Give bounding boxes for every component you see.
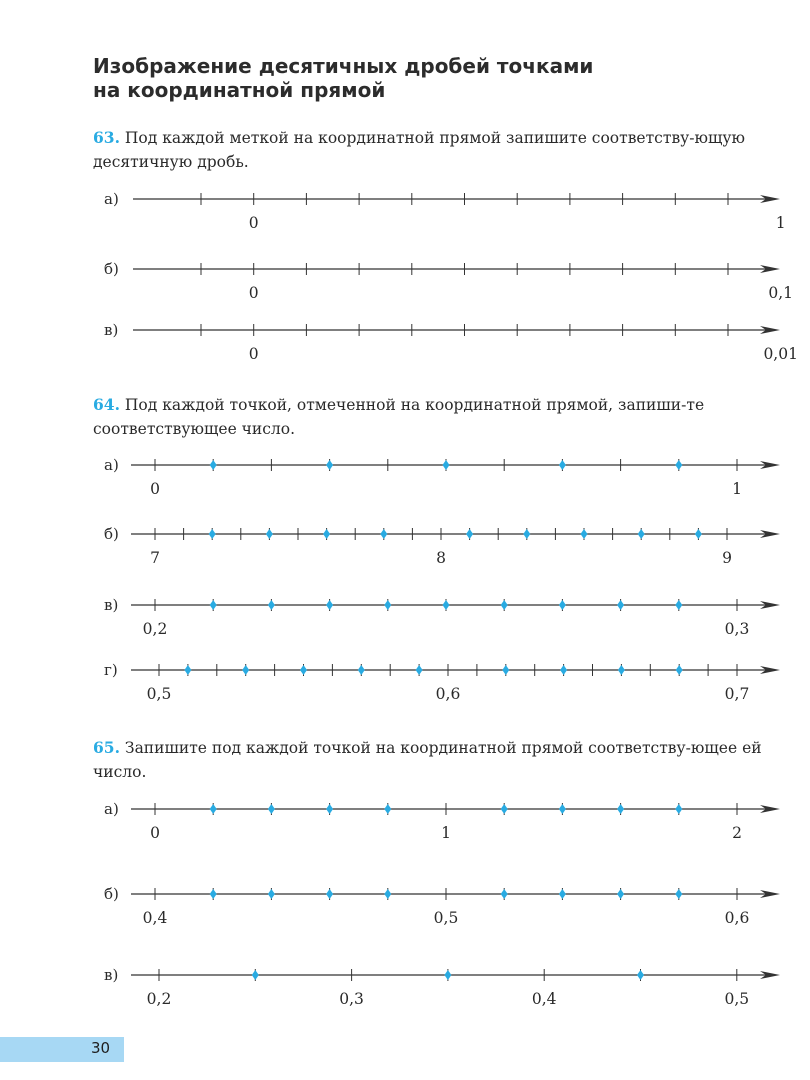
line-part-label: в) (104, 596, 119, 614)
marked-point (326, 460, 333, 470)
line-part-label: а) (104, 190, 119, 208)
marked-point (266, 529, 273, 539)
tick-label: 0 (248, 214, 259, 232)
marked-point (384, 889, 391, 899)
marked-point (637, 970, 644, 980)
marked-point (443, 600, 450, 610)
task-text: Запишите под каждой точкой на координатной прямой соответству-ющее ей число. (93, 739, 762, 781)
line-part-label: б) (104, 260, 119, 278)
marked-point (559, 889, 566, 899)
marked-point (210, 460, 217, 470)
tick-label: 0 (150, 824, 160, 842)
line-part-label: в) (104, 966, 119, 984)
marked-point (443, 460, 450, 470)
marked-point (676, 665, 683, 675)
line-part-label: б) (104, 885, 119, 903)
marked-point (444, 970, 451, 980)
marked-point (675, 889, 682, 899)
marked-point (617, 889, 624, 899)
line-part-label: в) (104, 321, 119, 339)
line-part-label: б) (104, 525, 119, 543)
line-part-label: г) (104, 661, 118, 679)
marked-point (323, 529, 330, 539)
marked-point (210, 889, 217, 899)
tick-label: 0,01 (763, 345, 798, 363)
task-number: 64. (93, 395, 120, 414)
marked-point (675, 460, 682, 470)
marked-point (384, 804, 391, 814)
tick-label: 0,5 (724, 990, 750, 1008)
tick-label: 0 (248, 345, 259, 363)
marked-point (617, 600, 624, 610)
marked-point (675, 804, 682, 814)
line-part-label: а) (104, 456, 119, 474)
marked-point (300, 665, 307, 675)
heading-line-2: на координатной прямой (93, 78, 386, 102)
marked-point (326, 889, 333, 899)
marked-point (559, 804, 566, 814)
marked-point (209, 529, 216, 539)
tick-label: 1 (775, 214, 786, 232)
task-text: Под каждой точкой, отмеченной на координатной прямой, запиши-те соответствующее число. (93, 396, 705, 438)
tick-label: 0 (150, 480, 160, 498)
marked-point (210, 804, 217, 814)
tick-label: 0,7 (724, 685, 750, 703)
marked-point (523, 529, 530, 539)
marked-point (210, 600, 217, 610)
marked-point (695, 529, 702, 539)
marked-point (618, 665, 625, 675)
task-text: Под каждой меткой на координатной прямой запишите соответству-ющую десятичную дробь. (93, 129, 746, 171)
heading-line-1: Изображение десятичных дробей точками (93, 54, 594, 78)
marked-point (268, 889, 275, 899)
marked-point (242, 665, 249, 675)
marked-point (326, 804, 333, 814)
marked-point (268, 804, 275, 814)
marked-point (502, 665, 509, 675)
marked-point (559, 460, 566, 470)
marked-point (384, 600, 391, 610)
tick-label: 7 (150, 549, 160, 567)
marked-point (617, 804, 624, 814)
tick-label: 0,4 (531, 990, 557, 1008)
tick-label: 0,6 (724, 909, 750, 927)
tick-label: 0,2 (142, 620, 168, 638)
tick-label: 0,5 (433, 909, 459, 927)
tick-label: 2 (732, 824, 742, 842)
tick-label: 0 (248, 284, 259, 302)
marked-point (326, 600, 333, 610)
marked-point (501, 804, 508, 814)
marked-point (184, 665, 191, 675)
marked-point (638, 529, 645, 539)
marked-point (559, 600, 566, 610)
task-number: 63. (93, 128, 120, 147)
marked-point (560, 665, 567, 675)
tick-label: 1 (732, 480, 742, 498)
tick-label: 0,6 (435, 685, 461, 703)
page-number: 30 (91, 1039, 111, 1057)
tick-label: 8 (436, 549, 446, 567)
marked-point (466, 529, 473, 539)
tick-label: 0,1 (768, 284, 794, 302)
tick-label: 9 (722, 549, 732, 567)
marked-point (581, 529, 588, 539)
marked-point (501, 889, 508, 899)
tick-label: 0,3 (724, 620, 750, 638)
tick-label: 0,2 (146, 990, 172, 1008)
marked-point (380, 529, 387, 539)
tick-label: 0,4 (142, 909, 168, 927)
tick-label: 0,5 (146, 685, 172, 703)
task-number: 65. (93, 738, 120, 757)
marked-point (358, 665, 365, 675)
marked-point (501, 600, 508, 610)
tick-label: 0,3 (339, 990, 364, 1008)
marked-point (268, 600, 275, 610)
marked-point (675, 600, 682, 610)
line-part-label: а) (104, 800, 119, 818)
marked-point (252, 970, 259, 980)
marked-point (416, 665, 423, 675)
tick-label: 1 (441, 824, 451, 842)
